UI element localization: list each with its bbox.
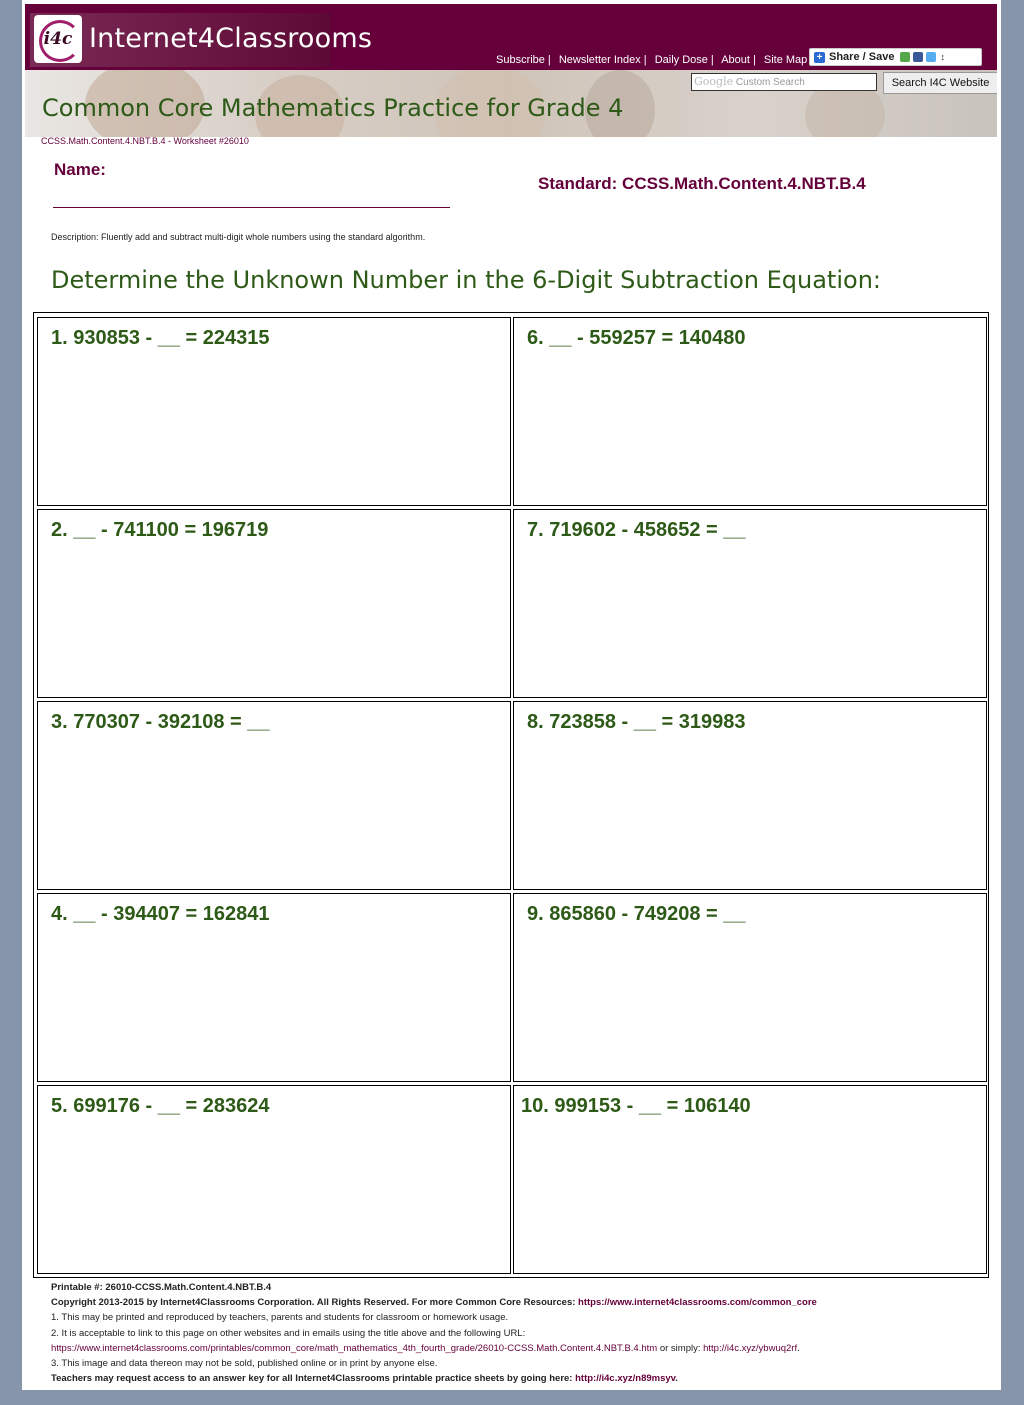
footer-note-2: 2. It is acceptable to link to this page on other websites and in emails using the title above and the following URL:	[51, 1327, 526, 1339]
footer-note-1: 1. This may be printed and reproduced by teachers, parents and students for classroom or homework usage.	[51, 1312, 509, 1324]
nav-daily-dose[interactable]: Daily Dose	[654, 54, 708, 66]
site-logo[interactable]	[30, 13, 373, 67]
page-title: Common Core Mathematics Practice for Grade 4	[42, 94, 624, 122]
page-url-link[interactable]: https://www.internet4classrooms.com/printables/common_core/math_mathematics_4th_fourth_grade/26010-CCSS.Math.Content.4.NBT.B.4.htm	[51, 1342, 658, 1354]
nav-newsletter-index[interactable]: Newsletter Index	[558, 54, 641, 66]
problem-text: 5. 699176 - __ = 283624	[51, 1095, 270, 1117]
footer-note-2-urls: https://www.internet4classrooms.com/printables/common_core/math_mathematics_4th_fourth_grade/26010-CCSS.Math.Content.4.NBT.B.4.htm or simply: http://i4c.xyz/ybwuq2rf.	[51, 1342, 800, 1354]
logo-mark-icon: i4c	[34, 15, 82, 63]
problem-cell	[37, 893, 511, 1082]
answer-key-link[interactable]: http://i4c.xyz/n89msyv	[575, 1373, 676, 1385]
name-line	[53, 207, 450, 208]
share-plus-icon: +	[814, 52, 825, 63]
problem-text: 3. 770307 - 392108 = __	[51, 711, 270, 733]
answer-key-note: Teachers may request access to an answer key for all Internet4Classrooms printable practice sheets by going here: http://i4c.xyz/n89msyv.	[51, 1373, 678, 1385]
nav-about[interactable]: About	[721, 54, 750, 66]
search-button[interactable]: Search I4C Website	[883, 72, 997, 94]
nav-subscribe[interactable]: Subscribe	[496, 54, 545, 66]
problem-cell	[513, 1085, 987, 1274]
problem-text: 2. __ - 741100 = 196719	[51, 519, 269, 541]
problem-cell	[37, 509, 511, 698]
problem-cell	[513, 317, 987, 506]
problem-cell	[37, 317, 511, 506]
site-header	[25, 4, 997, 70]
problem-text: 4. __ - 394407 = 162841	[51, 903, 270, 925]
printable-number: Printable #: 26010-CCSS.Math.Content.4.NBT.B.4	[51, 1282, 272, 1293]
share-print-icon	[900, 52, 910, 62]
standard-label: Standard: CCSS.Math.Content.4.NBT.B.4	[538, 174, 866, 193]
problem-text: 6. __ - 559257 = 140480	[527, 327, 746, 349]
top-navigation: Subscribe | Newsletter Index | Daily Dose | About | Site Map	[496, 54, 808, 66]
problem-text: 9. 865860 - 749208 = __	[527, 903, 746, 925]
short-url-link[interactable]: http://i4c.xyz/ybwuq2rf	[703, 1342, 798, 1354]
problem-cell	[513, 893, 987, 1082]
footer	[51, 1280, 991, 1386]
share-save-button[interactable]: + Share / Save ↕	[809, 48, 982, 66]
problem-text: 8. 723858 - __ = 319983	[527, 711, 746, 733]
problem-cell	[513, 701, 987, 890]
header-banner	[25, 70, 997, 137]
name-label: Name:	[54, 160, 106, 179]
nav-site-map[interactable]: Site Map	[763, 54, 808, 66]
problem-cell	[37, 701, 511, 890]
chevron-updown-icon: ↕	[940, 52, 945, 62]
copyright: Copyright 2013-2015 by Internet4Classrooms Corporation. All Rights Reserved. For more Common Core Resources: https://www.internet4classrooms.com/common_core	[51, 1297, 817, 1309]
twitter-icon	[926, 52, 936, 62]
common-core-link[interactable]: https://www.internet4classrooms.com/common_core	[578, 1297, 817, 1309]
search-input[interactable]: Google Custom Search	[691, 73, 877, 91]
worksheet-title: Determine the Unknown Number in the 6-Digit Subtraction Equation:	[51, 266, 881, 294]
breadcrumb: CCSS.Math.Content.4.NBT.B.4 - Worksheet #26010	[41, 136, 249, 146]
page	[22, 0, 1001, 1390]
problem-cell	[37, 1085, 511, 1274]
problem-text: 10. 999153 - __ = 106140	[521, 1095, 751, 1117]
description: Description: Fluently add and subtract multi-digit whole numbers using the standard algorithm.	[51, 232, 426, 242]
problem-grid	[33, 312, 989, 1278]
facebook-icon	[913, 52, 923, 62]
problem-text: 7. 719602 - 458652 = __	[527, 519, 746, 541]
problem-cell	[513, 509, 987, 698]
problem-text: 1. 930853 - __ = 224315	[51, 327, 270, 349]
footer-note-3: 3. This image and data thereon may not be sold, published online or in print by anyone else.	[51, 1358, 438, 1370]
site-name: Internet4Classrooms	[89, 23, 373, 54]
